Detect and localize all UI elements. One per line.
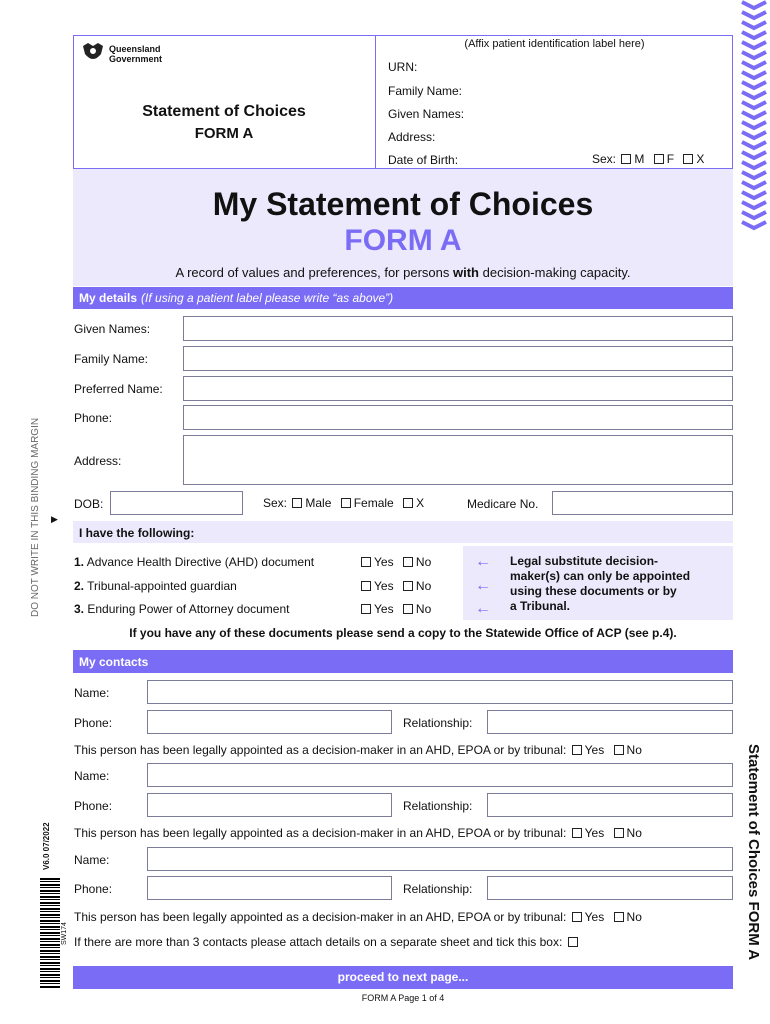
doc-3-no-checkbox[interactable] xyxy=(403,604,413,614)
label-family-name: Family Name: xyxy=(388,84,463,98)
more-contacts-checkbox[interactable] xyxy=(568,937,578,947)
banner-desc-bold: with xyxy=(453,265,479,280)
barcode xyxy=(40,878,60,988)
label-medicare: Medicare No. xyxy=(467,497,539,511)
dob-input[interactable] xyxy=(110,491,243,515)
contact-3-phone-label: Phone: xyxy=(74,882,113,896)
contact-1-name-label: Name: xyxy=(74,686,110,700)
doc-item-2-label: Tribunal-appointed guardian xyxy=(87,579,237,593)
contact-1-phone-label: Phone: xyxy=(74,716,113,730)
doc-1-yes-checkbox[interactable] xyxy=(361,557,371,567)
given-names-input[interactable] xyxy=(183,316,733,341)
version-text: V6.0 07/2022 xyxy=(42,822,51,870)
sex-x-field-label: X xyxy=(416,496,425,510)
send-copy-note: If you have any of these documents please send a copy to the Statewide Office of ACP (see p.4). xyxy=(129,626,677,640)
contact-1-yes-checkbox[interactable] xyxy=(572,745,582,755)
contact-1-name-input[interactable] xyxy=(147,680,733,704)
sex-options xyxy=(263,496,424,510)
triangle-right-icon: ▶ xyxy=(51,514,58,524)
contact-2-appointed-text: This person has been legally appointed as a decision-maker in an AHD, EPOA or by tribunal: xyxy=(74,826,567,840)
org-name-line2: Government xyxy=(109,54,163,64)
affix-label: (Affix patient identification label here) xyxy=(464,38,645,50)
arrow-left-icon: ← xyxy=(475,577,491,594)
page-number: FORM A Page 1 of 4 xyxy=(361,993,445,1003)
contact-1-appointed xyxy=(74,743,642,757)
doc-2-options xyxy=(359,579,431,593)
contact-2-phone-label: Phone: xyxy=(74,799,113,813)
contact-3-phone-input[interactable] xyxy=(147,876,392,900)
contact-2-no-label: No xyxy=(626,826,642,840)
label-preferred-name-field: Preferred Name: xyxy=(74,382,163,396)
contact-3-name-input[interactable] xyxy=(147,847,733,871)
label-phone-field: Phone: xyxy=(74,411,113,425)
doc-item-1-num: 1. xyxy=(74,555,85,569)
contact-2-phone-input[interactable] xyxy=(147,793,392,817)
doc-item-2-num: 2. xyxy=(74,579,85,593)
header-box xyxy=(73,35,733,169)
sex-m-checkbox[interactable] xyxy=(621,154,631,164)
preferred-name-input[interactable] xyxy=(183,376,733,401)
doc-2-yes-label: Yes xyxy=(374,579,394,593)
contact-1-appointed-text: This person has been legally appointed as a decision-maker in an AHD, EPOA or by tribunal: xyxy=(74,743,567,757)
contact-3-relationship-input[interactable] xyxy=(487,876,733,900)
contact-3-no-checkbox[interactable] xyxy=(614,912,624,922)
sex-f-label: F xyxy=(666,152,675,166)
note-line-1: Legal substitute decision- xyxy=(510,554,659,568)
doc-3-no-label: No xyxy=(415,602,432,616)
note-line-4: a Tribunal. xyxy=(510,599,571,613)
note-line-2: maker(s) can only be appointed xyxy=(510,569,691,583)
doc-item-1-label: Advance Health Directive (AHD) document xyxy=(86,555,315,569)
contact-1-yes-label: Yes xyxy=(584,743,605,757)
qld-logo xyxy=(81,42,105,64)
docs-heading: I have the following: xyxy=(79,526,195,540)
banner-desc-post: decision-making capacity. xyxy=(479,265,631,280)
contact-3-appointed xyxy=(74,910,642,924)
contact-3-name-label: Name: xyxy=(74,853,110,867)
doc-1-no-checkbox[interactable] xyxy=(403,557,413,567)
label-dob: Date of Birth: xyxy=(388,153,459,167)
section-my-contacts xyxy=(73,650,733,673)
doc-2-no-label: No xyxy=(415,579,432,593)
contact-1-relationship-input[interactable] xyxy=(487,710,733,734)
doc-1-yes-label: Yes xyxy=(374,555,394,569)
contact-2-relationship-input[interactable] xyxy=(487,793,733,817)
contact-3-no-label: No xyxy=(626,910,642,924)
contact-1-no-label: No xyxy=(626,743,642,757)
label-dob-field: DOB: xyxy=(74,497,104,511)
doc-1-no-label: No xyxy=(415,555,432,569)
medicare-input[interactable] xyxy=(552,491,733,515)
more-contacts-text: If there are more than 3 contacts please attach details on a separate sheet and tick this box: xyxy=(74,935,563,949)
contact-2-name-label: Name: xyxy=(74,769,110,783)
note-line-3: using these documents or by xyxy=(510,584,677,598)
side-title: Statement of Choices FORM A xyxy=(745,744,762,961)
contact-3-yes-checkbox[interactable] xyxy=(572,912,582,922)
contact-1-phone-input[interactable] xyxy=(147,710,392,734)
sex-m-label: M xyxy=(634,152,645,166)
banner-description xyxy=(73,265,733,280)
form-code: SW174 xyxy=(61,922,68,945)
sex-x-label: X xyxy=(696,152,705,166)
label-given-names: Given Names: xyxy=(388,107,465,121)
contact-2-relationship-label: Relationship: xyxy=(403,799,473,813)
doc-1-options xyxy=(359,555,431,569)
sex-female-label: Female xyxy=(353,496,394,510)
my-contacts-heading: My contacts xyxy=(79,654,149,669)
contact-1-no-checkbox[interactable] xyxy=(614,745,624,755)
my-details-note: (If using a patient label please write “as above”) xyxy=(141,291,394,305)
label-address: Address: xyxy=(388,130,436,144)
arrow-left-icon: ← xyxy=(475,600,491,617)
proceed-text: proceed to next page... xyxy=(337,970,469,984)
form-title-line1: Statement of Choices xyxy=(142,103,306,120)
label-address-field: Address: xyxy=(74,454,122,468)
banner-title: My Statement of Choices xyxy=(212,186,594,222)
banner-subtitle: FORM A xyxy=(344,224,462,257)
contact-2-no-checkbox[interactable] xyxy=(614,828,624,838)
section-my-details xyxy=(73,287,733,309)
arrow-left-icon: ← xyxy=(475,553,491,570)
contact-2-yes-label: Yes xyxy=(584,826,605,840)
doc-2-yes-checkbox[interactable] xyxy=(361,581,371,591)
doc-item-3-label: Enduring Power of Attorney document xyxy=(87,602,290,616)
header-divider xyxy=(375,35,376,169)
doc-item-3-num: 3. xyxy=(74,602,85,616)
urn-label: URN: xyxy=(388,60,418,74)
family-name-input[interactable] xyxy=(183,346,733,371)
phone-input[interactable] xyxy=(183,405,733,430)
banner-desc-pre: A record of values and preferences, for persons xyxy=(175,265,453,280)
chevron-strip xyxy=(738,0,770,232)
substitute-note xyxy=(510,554,690,614)
doc-item-2 xyxy=(74,579,237,593)
my-details-heading: My details xyxy=(79,291,138,305)
sex-x-field-checkbox[interactable] xyxy=(403,498,413,508)
sex-male-label: Male xyxy=(305,496,332,510)
contact-3-appointed-text: This person has been legally appointed as a decision-maker in an AHD, EPOA or by tribunal: xyxy=(74,910,567,924)
doc-item-1 xyxy=(74,555,314,569)
contact-1-relationship-label: Relationship: xyxy=(403,716,473,730)
form-title-line2: FORM A xyxy=(194,125,254,142)
label-family-name-field: Family Name: xyxy=(74,352,149,366)
binding-margin-text: DO NOT WRITE IN THIS BINDING MARGIN xyxy=(30,417,41,617)
sex-x-checkbox[interactable] xyxy=(683,154,693,164)
crest-icon xyxy=(81,42,105,64)
more-contacts xyxy=(74,935,581,949)
contact-2-yes-checkbox[interactable] xyxy=(572,828,582,838)
doc-item-3 xyxy=(74,602,289,616)
label-sex-group xyxy=(592,152,704,166)
label-sex-field: Sex: xyxy=(263,496,288,510)
address-input[interactable] xyxy=(183,435,733,485)
doc-3-yes-label: Yes xyxy=(374,602,394,616)
org-name-line1: Queensland xyxy=(109,44,161,54)
doc-3-options xyxy=(359,602,431,616)
contact-3-relationship-label: Relationship: xyxy=(403,882,473,896)
label-sex: Sex: xyxy=(592,152,617,166)
contact-2-appointed xyxy=(74,826,642,840)
label-given-names-field: Given Names: xyxy=(74,322,151,336)
sex-male-checkbox[interactable] xyxy=(292,498,302,508)
sex-female-checkbox[interactable] xyxy=(341,498,351,508)
contact-2-name-input[interactable] xyxy=(147,763,733,787)
contact-3-yes-label: Yes xyxy=(584,910,605,924)
chevron-pattern-icon xyxy=(738,0,770,232)
doc-3-yes-checkbox[interactable] xyxy=(361,604,371,614)
sex-f-checkbox[interactable] xyxy=(654,154,664,164)
doc-2-no-checkbox[interactable] xyxy=(403,581,413,591)
